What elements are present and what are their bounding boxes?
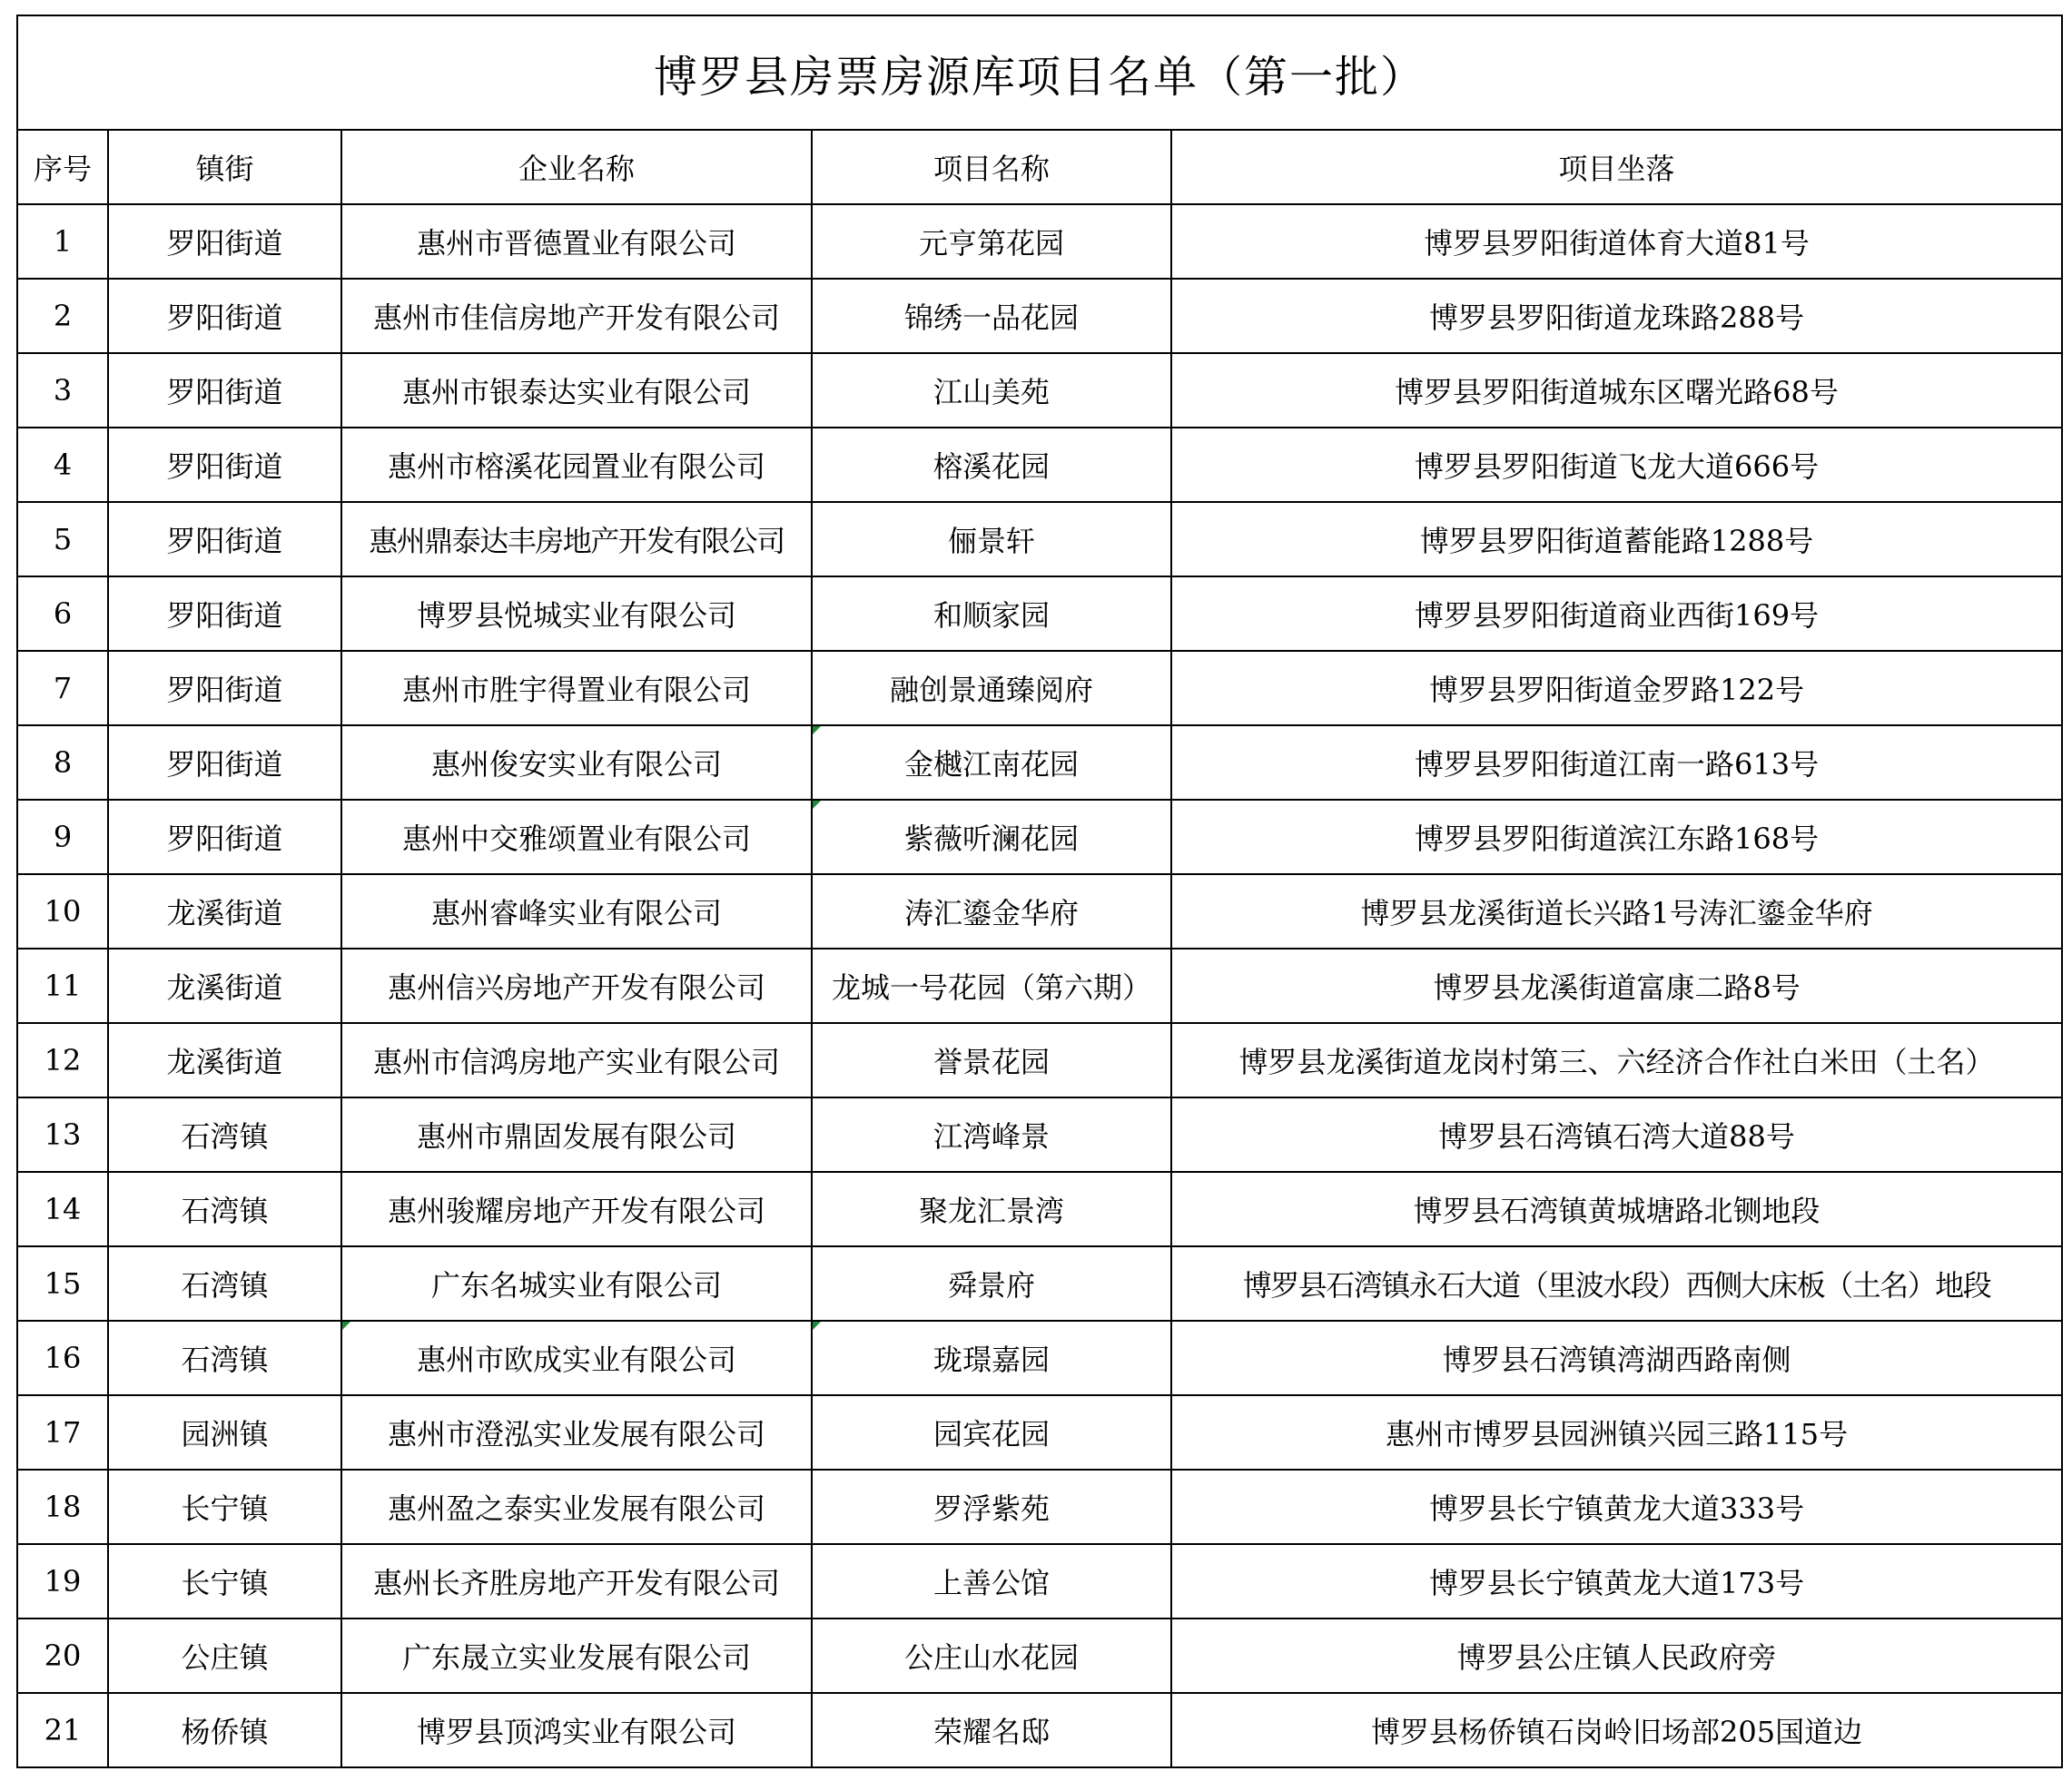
cell-project[interactable] [812, 279, 1171, 353]
cell-project[interactable] [812, 428, 1171, 502]
cell-no[interactable] [17, 1246, 108, 1321]
cell-no[interactable] [17, 1023, 108, 1097]
cell-no[interactable] [17, 651, 108, 725]
cell-street-text: 公庄镇 [181, 1640, 269, 1675]
cell-no[interactable] [17, 204, 108, 279]
cell-project-text: 龙城一号花园（第六期） [831, 970, 1151, 1005]
cell-company-text: 惠州市澄泓实业发展有限公司 [387, 1417, 765, 1451]
cell-street[interactable] [108, 1321, 341, 1395]
cell-company[interactable] [341, 1544, 812, 1619]
cell-location[interactable] [1171, 1470, 2062, 1544]
cell-street-text: 石湾镇 [181, 1343, 269, 1377]
header-row [17, 130, 2062, 204]
cell-company[interactable] [341, 204, 812, 279]
cell-company-text: 惠州市榕溪花园置业有限公司 [387, 449, 765, 484]
table-row [17, 279, 2062, 353]
cell-location-text: 惠州市博罗县园洲镇兴园三路115号 [1385, 1417, 1849, 1451]
cell-location-text: 博罗县公庄镇人民政府旁 [1456, 1640, 1777, 1675]
cell-project[interactable] [812, 725, 1171, 800]
cell-project-text: 锦绣一品花园 [903, 300, 1079, 335]
cell-no[interactable] [17, 1097, 108, 1172]
table-row [17, 1097, 2062, 1172]
cell-company[interactable] [341, 279, 812, 353]
cell-street[interactable] [108, 428, 341, 502]
cell-street[interactable] [108, 1023, 341, 1097]
cell-no-text: 21 [44, 1713, 82, 1747]
cell-street-text: 罗阳街道 [166, 822, 283, 856]
cell-project[interactable] [812, 353, 1171, 428]
cell-project[interactable] [812, 1395, 1171, 1470]
cell-company-text: 惠州骏耀房地产开发有限公司 [387, 1194, 765, 1228]
cell-street-text: 罗阳街道 [166, 375, 283, 409]
cell-project[interactable] [812, 949, 1171, 1023]
header-project[interactable]: 项目名称 [812, 130, 1171, 204]
table-row [17, 1321, 2062, 1395]
header-company[interactable]: 企业名称 [341, 130, 812, 204]
cell-project-text: 俪景轩 [947, 524, 1035, 558]
cell-street-text: 石湾镇 [181, 1268, 269, 1303]
cell-location-text: 博罗县龙溪街道龙岗村第三、六经济合作社白米田（土名） [1238, 1045, 1995, 1079]
cell-project[interactable] [812, 1321, 1171, 1395]
cell-location-text: 博罗县罗阳街道商业西街169号 [1414, 598, 1820, 633]
table-row [17, 1023, 2062, 1097]
cell-company-text: 惠州中交雅颂置业有限公司 [401, 822, 751, 856]
cell-project-text: 融创景通臻阅府 [889, 673, 1093, 707]
cell-location[interactable] [1171, 279, 2062, 353]
cell-project[interactable] [812, 502, 1171, 576]
cell-street[interactable] [108, 949, 341, 1023]
cell-no[interactable] [17, 1544, 108, 1619]
spreadsheet-sheet [16, 15, 2061, 1768]
cell-project-text: 上善公馆 [932, 1566, 1050, 1600]
cell-company[interactable] [341, 1395, 812, 1470]
cell-street[interactable] [108, 651, 341, 725]
title-row [17, 15, 2062, 130]
cell-company[interactable] [341, 1023, 812, 1097]
cell-no[interactable] [17, 1693, 108, 1767]
cell-location-text: 博罗县石湾镇石湾大道88号 [1438, 1119, 1795, 1154]
cell-street[interactable] [108, 279, 341, 353]
cell-street[interactable] [108, 1470, 341, 1544]
cell-location[interactable] [1171, 204, 2062, 279]
cell-location[interactable] [1171, 502, 2062, 576]
cell-street[interactable] [108, 725, 341, 800]
cell-location[interactable] [1171, 949, 2062, 1023]
cell-company[interactable] [341, 874, 812, 949]
cell-street-text: 罗阳街道 [166, 300, 283, 335]
cell-company-text: 惠州市欧成实业有限公司 [416, 1343, 736, 1377]
cell-project-text: 紫薇听澜花园 [903, 822, 1079, 856]
cell-street[interactable] [108, 576, 341, 651]
cell-location-text: 博罗县石湾镇黄城塘路北铡地段 [1413, 1194, 1820, 1228]
cell-no-text: 14 [44, 1192, 82, 1226]
cell-project[interactable] [812, 1097, 1171, 1172]
cell-no-text: 10 [44, 894, 82, 929]
cell-project-text: 江湾峰景 [932, 1119, 1050, 1154]
cell-location[interactable] [1171, 1544, 2062, 1619]
cell-company-text: 博罗县悦城实业有限公司 [416, 598, 736, 633]
cell-project-text: 舜景府 [947, 1268, 1035, 1303]
comment-marker-icon[interactable] [813, 1322, 821, 1330]
cell-no[interactable] [17, 1395, 108, 1470]
cell-street-text: 龙溪街道 [166, 970, 283, 1005]
cell-company[interactable] [341, 1470, 812, 1544]
cell-street-text: 罗阳街道 [166, 673, 283, 707]
cell-project[interactable] [812, 651, 1171, 725]
cell-project-text: 元亨第花园 [918, 226, 1064, 261]
cell-street[interactable] [108, 874, 341, 949]
cell-project[interactable] [812, 576, 1171, 651]
cell-company-text: 广东晟立实业发展有限公司 [401, 1640, 751, 1675]
cell-location-text: 博罗县罗阳街道金罗路122号 [1428, 673, 1805, 707]
cell-company-text: 惠州盈之泰实业发展有限公司 [387, 1491, 765, 1526]
cell-project-text: 罗浮紫苑 [932, 1491, 1050, 1526]
cell-company-text: 广东名城实业有限公司 [430, 1268, 722, 1303]
cell-location[interactable] [1171, 651, 2062, 725]
cell-company[interactable] [341, 1172, 812, 1246]
cell-street-text: 龙溪街道 [166, 896, 283, 930]
cell-location-text: 博罗县罗阳街道飞龙大道666号 [1414, 449, 1820, 484]
header-location[interactable]: 项目坐落 [1171, 130, 2062, 204]
cell-project-text: 榕溪花园 [932, 449, 1050, 484]
cell-company-text: 博罗县顶鸿实业有限公司 [416, 1715, 736, 1749]
comment-marker-icon[interactable] [813, 801, 821, 809]
cell-no-text: 11 [44, 969, 82, 1003]
table-row [17, 651, 2062, 725]
cell-street[interactable] [108, 1619, 341, 1693]
table-row [17, 1246, 2062, 1321]
cell-street-text: 龙溪街道 [166, 1045, 283, 1079]
cell-location-text: 博罗县长宁镇黄龙大道333号 [1428, 1491, 1805, 1526]
cell-location[interactable] [1171, 1619, 2062, 1693]
cell-location[interactable] [1171, 1246, 2062, 1321]
cell-street[interactable] [108, 800, 341, 874]
cell-company[interactable] [341, 800, 812, 874]
table-row [17, 1172, 2062, 1246]
cell-location[interactable] [1171, 1395, 2062, 1470]
cell-street-text: 罗阳街道 [166, 747, 283, 782]
cell-no[interactable] [17, 1172, 108, 1246]
cell-no[interactable] [17, 502, 108, 576]
table-row [17, 800, 2062, 874]
cell-company[interactable] [341, 502, 812, 576]
comment-marker-icon[interactable] [342, 1322, 350, 1330]
cell-location[interactable] [1171, 576, 2062, 651]
table-row [17, 502, 2062, 576]
cell-company-text: 惠州市银泰达实业有限公司 [401, 375, 751, 409]
cell-no-text: 8 [53, 745, 73, 780]
table-row [17, 1470, 2062, 1544]
cell-location[interactable] [1171, 725, 2062, 800]
cell-location[interactable] [1171, 353, 2062, 428]
cell-location-text: 博罗县罗阳街道城东区曙光路68号 [1395, 375, 1839, 409]
cell-project[interactable] [812, 1172, 1171, 1246]
cell-project[interactable] [812, 1470, 1171, 1544]
cell-street-text: 罗阳街道 [166, 524, 283, 558]
cell-company-text: 惠州睿峰实业有限公司 [430, 896, 722, 930]
cell-company[interactable] [341, 1321, 812, 1395]
cell-location-text: 博罗县罗阳街道龙珠路288号 [1428, 300, 1805, 335]
table-row [17, 1619, 2062, 1693]
cell-no-text: 2 [53, 299, 73, 333]
comment-marker-icon[interactable] [813, 726, 821, 734]
cell-project-text: 涛汇鎏金华府 [903, 896, 1079, 930]
cell-location[interactable] [1171, 428, 2062, 502]
cell-location-text: 博罗县龙溪街道富康二路8号 [1433, 970, 1801, 1005]
cell-no-text: 1 [53, 224, 73, 259]
cell-location-text: 博罗县罗阳街道江南一路613号 [1414, 747, 1820, 782]
cell-project[interactable] [812, 800, 1171, 874]
table-row [17, 1693, 2062, 1767]
cell-no-text: 3 [53, 373, 73, 408]
cell-company[interactable] [341, 1693, 812, 1767]
cell-company[interactable] [341, 1097, 812, 1172]
cell-company[interactable] [341, 651, 812, 725]
cell-company[interactable] [341, 1619, 812, 1693]
table-row [17, 1544, 2062, 1619]
cell-location[interactable] [1171, 1172, 2062, 1246]
cell-no[interactable] [17, 1470, 108, 1544]
cell-location-text: 博罗县杨侨镇石岗岭旧场部205国道边 [1370, 1715, 1863, 1749]
cell-no[interactable] [17, 428, 108, 502]
cell-no[interactable] [17, 949, 108, 1023]
cell-company-text: 惠州信兴房地产开发有限公司 [387, 970, 765, 1005]
cell-project[interactable] [812, 204, 1171, 279]
cell-street-text: 石湾镇 [181, 1194, 269, 1228]
header-street[interactable]: 镇街 [108, 130, 341, 204]
cell-street[interactable] [108, 1693, 341, 1767]
cell-location[interactable] [1171, 1693, 2062, 1767]
cell-project-text: 金樾江南花园 [903, 747, 1079, 782]
table-row [17, 874, 2062, 949]
cell-street-text: 园洲镇 [181, 1417, 269, 1451]
cell-project-text: 誉景花园 [932, 1045, 1050, 1079]
cell-no-text: 17 [44, 1415, 82, 1450]
cell-location-text: 博罗县罗阳街道蓄能路1288号 [1419, 524, 1814, 558]
cell-location-text: 博罗县罗阳街道体育大道81号 [1424, 226, 1810, 261]
cell-location-text: 博罗县长宁镇黄龙大道173号 [1428, 1566, 1805, 1600]
cell-company-text: 惠州鼎泰达丰房地产开发有限公司 [369, 524, 784, 558]
cell-street-text: 石湾镇 [181, 1119, 269, 1154]
cell-company-text: 惠州俊安实业有限公司 [430, 747, 722, 782]
cell-company[interactable] [341, 725, 812, 800]
cell-project[interactable] [812, 874, 1171, 949]
cell-company[interactable] [341, 428, 812, 502]
table-row [17, 204, 2062, 279]
cell-company-text: 惠州市晋德置业有限公司 [416, 226, 736, 261]
cell-company[interactable] [341, 353, 812, 428]
table-row [17, 576, 2062, 651]
cell-location-text: 博罗县石湾镇湾湖西路南侧 [1442, 1343, 1791, 1377]
table-row [17, 353, 2062, 428]
cell-street-text: 杨侨镇 [181, 1715, 269, 1749]
project-list-table [16, 15, 2063, 1768]
cell-location[interactable] [1171, 874, 2062, 949]
cell-project[interactable] [812, 1693, 1171, 1767]
cell-street[interactable] [108, 204, 341, 279]
cell-no-text: 20 [44, 1638, 82, 1673]
cell-project-text: 珑璟嘉园 [932, 1343, 1050, 1377]
table-row [17, 428, 2062, 502]
cell-location[interactable] [1171, 1097, 2062, 1172]
cell-no[interactable] [17, 279, 108, 353]
cell-street[interactable] [108, 1172, 341, 1246]
cell-company[interactable] [341, 576, 812, 651]
cell-project[interactable] [812, 1544, 1171, 1619]
table-row [17, 725, 2062, 800]
cell-no-text: 13 [44, 1117, 82, 1152]
cell-no-text: 16 [44, 1341, 82, 1375]
table-title[interactable]: 博罗县房票房源库项目名单（第一批） [17, 15, 2062, 130]
cell-project-text: 园宾花园 [932, 1417, 1050, 1451]
cell-no-text: 15 [44, 1266, 82, 1301]
cell-project[interactable] [812, 1619, 1171, 1693]
cell-no-text: 7 [53, 671, 73, 705]
cell-street[interactable] [108, 353, 341, 428]
cell-no-text: 9 [53, 820, 73, 854]
cell-location-text: 博罗县龙溪街道长兴路1号涛汇鎏金华府 [1360, 896, 1873, 930]
cell-project-text: 荣耀名邸 [932, 1715, 1050, 1749]
cell-street[interactable] [108, 1395, 341, 1470]
cell-company[interactable] [341, 1246, 812, 1321]
cell-no-text: 19 [44, 1564, 82, 1599]
cell-company-text: 惠州市信鸿房地产实业有限公司 [372, 1045, 780, 1079]
cell-location-text: 博罗县石湾镇永石大道（里波水段）西侧大床板（土名）地段 [1242, 1268, 1991, 1303]
cell-location[interactable] [1171, 1023, 2062, 1097]
table-row [17, 949, 2062, 1023]
cell-no-text: 12 [44, 1043, 82, 1077]
cell-no-text: 4 [53, 448, 73, 482]
cell-street-text: 罗阳街道 [166, 449, 283, 484]
cell-no-text: 6 [53, 596, 73, 631]
cell-location-text: 博罗县罗阳街道滨江东路168号 [1414, 822, 1820, 856]
cell-no[interactable] [17, 800, 108, 874]
cell-no[interactable] [17, 353, 108, 428]
cell-project-text: 聚龙汇景湾 [918, 1194, 1064, 1228]
cell-no[interactable] [17, 1321, 108, 1395]
cell-street-text: 罗阳街道 [166, 598, 283, 633]
cell-no[interactable] [17, 1619, 108, 1693]
table-row [17, 1395, 2062, 1470]
cell-street[interactable] [108, 502, 341, 576]
cell-project-text: 和顺家园 [932, 598, 1050, 633]
cell-location[interactable] [1171, 1321, 2062, 1395]
cell-company-text: 惠州市胜宇得置业有限公司 [401, 673, 751, 707]
cell-company-text: 惠州市鼎固发展有限公司 [416, 1119, 736, 1154]
cell-no[interactable] [17, 725, 108, 800]
cell-project[interactable] [812, 1023, 1171, 1097]
cell-street[interactable] [108, 1544, 341, 1619]
cell-no-text: 18 [44, 1490, 82, 1524]
cell-project-text: 江山美苑 [932, 375, 1050, 409]
cell-project-text: 公庄山水花园 [903, 1640, 1079, 1675]
cell-street-text: 长宁镇 [181, 1566, 269, 1600]
cell-street[interactable] [108, 1097, 341, 1172]
cell-company-text: 惠州长齐胜房地产开发有限公司 [372, 1566, 780, 1600]
cell-no-text: 5 [53, 522, 73, 556]
cell-company[interactable] [341, 949, 812, 1023]
cell-no[interactable] [17, 874, 108, 949]
cell-location[interactable] [1171, 800, 2062, 874]
cell-street[interactable] [108, 1246, 341, 1321]
header-no[interactable]: 序号 [17, 130, 108, 204]
cell-company-text: 惠州市佳信房地产开发有限公司 [372, 300, 780, 335]
cell-project[interactable] [812, 1246, 1171, 1321]
cell-street-text: 罗阳街道 [166, 226, 283, 261]
cell-street-text: 长宁镇 [181, 1491, 269, 1526]
cell-no[interactable] [17, 576, 108, 651]
